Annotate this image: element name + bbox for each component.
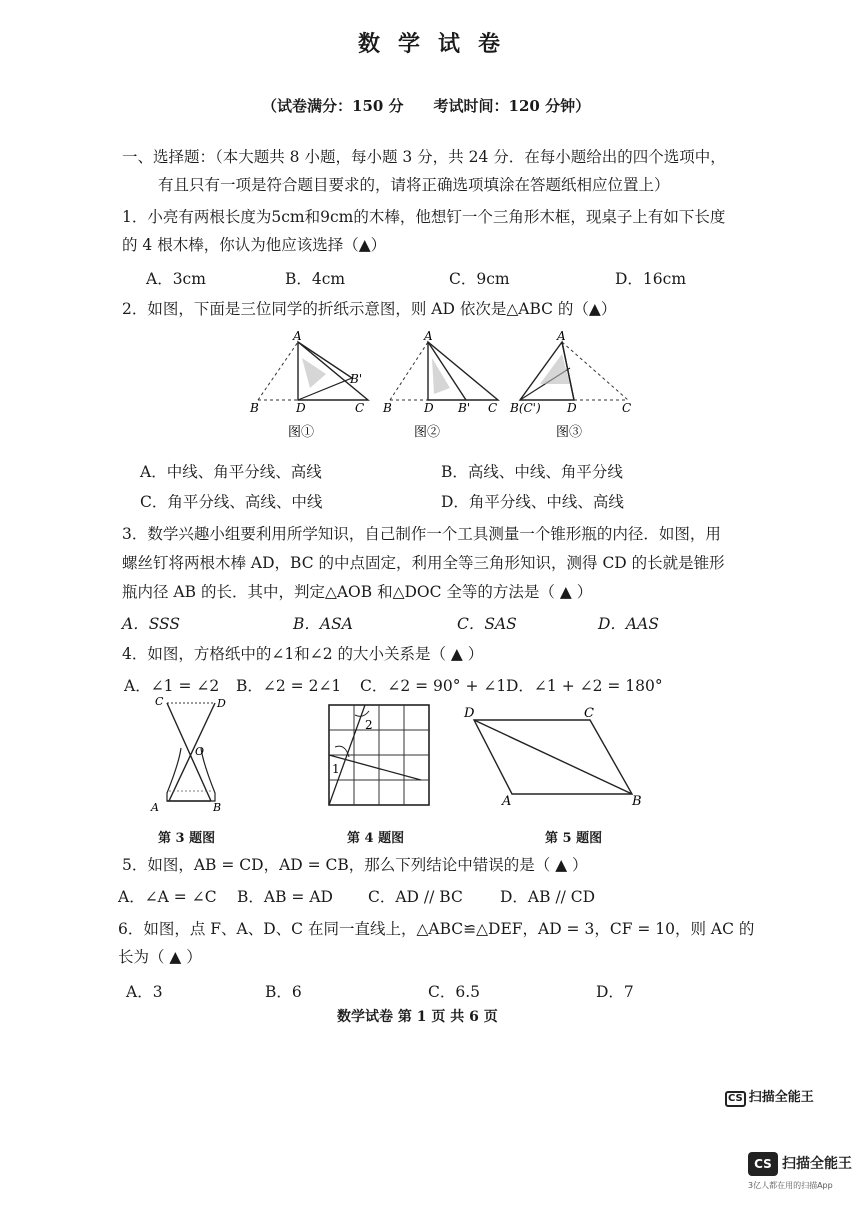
f2-label-bprime: B': [458, 401, 471, 415]
q1-option-d: D．16cm: [615, 270, 687, 288]
q1-option-b: B．4cm: [285, 270, 346, 288]
f2-label-c: C: [488, 401, 498, 415]
fig3-caption: 第 3 题图: [158, 831, 216, 846]
f3-label-a: A: [557, 329, 566, 343]
f1-label-d: D: [296, 401, 306, 415]
f3q-label-d: D: [217, 697, 226, 710]
q2-fig1-caption: 图①: [288, 425, 315, 440]
q5-option-d: D．AB // CD: [500, 888, 596, 906]
f5-label-a: A: [502, 794, 512, 809]
section-heading-line1: 一、选择题：（本大题共 8 小题，每小题 3 分，共 24 分．在每小题给出的四个选项中，: [122, 148, 726, 166]
q2-option-b: B．高线、中线、角平分线: [441, 463, 623, 481]
q1-stem-line1: 1．小亮有两根长度为5cm和9cm的木棒，他想钉一个三角形木框，现桌子上有如下长度: [122, 208, 726, 226]
f5-label-d: D: [464, 706, 475, 721]
q3-stem-line1: 3．数学兴趣小组要利用所学知识，自己制作一个工具测量一个锥形瓶的内径．如图，用: [122, 525, 721, 543]
q3-option-b: B．ASA: [293, 615, 353, 633]
q1-option-a: A．3cm: [146, 270, 206, 288]
q6-option-b: B．6: [265, 983, 302, 1001]
q4-option-c: C．∠2 = 90° + ∠1: [360, 677, 507, 695]
f3q-label-b: B: [213, 801, 222, 814]
f3q-label-o: O: [195, 745, 205, 758]
f3-label-c: C: [622, 401, 632, 415]
q6-stem-line1: 6．如图，点 F、A、D、C 在同一直线上，△ABC≌△DEF，AD = 3，CF = 10，则 AC 的: [118, 920, 755, 938]
q4-stem: 4．如图，方格纸中的∠1和∠2 的大小关系是（ ▲ ）: [122, 645, 484, 663]
q6-option-d: D．7: [596, 983, 634, 1001]
brand-badge: [740, 1150, 860, 1202]
q5-option-b: B．AB = AD: [237, 888, 333, 906]
q3-stem-line2: 螺丝钉将两根木棒 AD，BC 的中点固定，利用全等三角形知识，测得 CD 的长就是锥形: [122, 554, 725, 572]
q2-figures: [240, 328, 650, 446]
page-footer: 数学试卷 第 1 页 共 6 页: [337, 1009, 498, 1025]
q2-figure-3: [509, 329, 631, 415]
f3q-label-a: A: [151, 801, 159, 814]
q1-stem-line2: 的 4 根木棒，你认为他应该选择（▲）: [122, 236, 387, 254]
q2-option-c: C．角平分线、高线、中线: [140, 493, 323, 511]
f1-label-a: A: [293, 329, 302, 343]
scanner-watermark: [725, 1086, 814, 1107]
exam-info: （试卷满分：150 分 考试时间：120 分钟）: [262, 97, 591, 115]
f1-label-bprime: B': [350, 372, 363, 386]
q2-option-d: D．角平分线、中线、高线: [441, 493, 624, 511]
page-title: 数学试卷: [358, 31, 519, 57]
q5-figure: [460, 700, 650, 812]
f2-label-d: D: [424, 401, 434, 415]
q3-figure: [145, 693, 235, 818]
cs-logo-icon: CS: [725, 1091, 746, 1107]
f5-label-b: B: [632, 794, 642, 809]
q2-fig3-caption: 图③: [556, 425, 583, 440]
q4-option-a: A．∠1 = ∠2: [124, 677, 220, 695]
f2-label-a: A: [424, 329, 433, 343]
q1-option-c: C．9cm: [449, 270, 510, 288]
q4-option-b: B．∠2 = 2∠1: [236, 677, 342, 695]
f3-label-d: D: [567, 401, 577, 415]
q6-stem-line2: 长为（ ▲ ）: [118, 948, 202, 966]
q2-fig2-caption: 图②: [414, 425, 441, 440]
f3-label-bc: B(C'): [510, 401, 541, 415]
cs-app-logo-icon: CS: [748, 1152, 778, 1176]
q3-option-d: D．AAS: [598, 615, 659, 633]
q4-option-d: D．∠1 + ∠2 = 180°: [506, 677, 663, 695]
q2-stem: 2．如图，下面是三位同学的折纸示意图，则 AD 依次是△ABC 的（▲）: [122, 300, 617, 318]
q3-stem-line3: 瓶内径 AB 的长．其中，判定△AOB 和△DOC 全等的方法是（ ▲ ）: [122, 583, 593, 601]
section-heading-line2: 有且只有一项是符合题目要求的，请将正确选项填涂在答题纸相应位置上）: [158, 176, 670, 194]
q4-figure: [325, 703, 435, 808]
q4-angle-1-label: 1: [332, 762, 340, 776]
q2-figure-1: [249, 329, 368, 415]
q5-stem: 5．如图，AB = CD，AD = CB，那么下列结论中错误的是（ ▲ ）: [122, 856, 588, 874]
fig5-caption: 第 5 题图: [545, 831, 603, 846]
q2-option-a: A．中线、角平分线、高线: [140, 463, 322, 481]
q5-option-c: C．AD // BC: [368, 888, 463, 906]
q6-option-c: C．6.5: [428, 983, 481, 1001]
q3-option-a: A．SSS: [122, 615, 181, 633]
brand-tagline: 3亿人都在用的扫描App: [748, 1181, 833, 1190]
fig4-caption: 第 4 题图: [347, 831, 405, 846]
f2-label-b: B: [383, 401, 392, 415]
q5-option-a: A．∠A = ∠C: [118, 888, 217, 906]
q3-option-c: C．SAS: [457, 615, 517, 633]
brand-name: 扫描全能王: [782, 1156, 852, 1172]
f3q-label-c: C: [155, 695, 164, 708]
f1-label-c: C: [355, 401, 365, 415]
q4-angle-2-label: 2: [365, 718, 373, 732]
watermark-text: 扫描全能王: [748, 1090, 814, 1105]
f1-label-b: B: [250, 401, 259, 415]
q6-option-a: A．3: [126, 983, 163, 1001]
f5-label-c: C: [584, 706, 594, 721]
q2-figure-2: [382, 329, 498, 415]
